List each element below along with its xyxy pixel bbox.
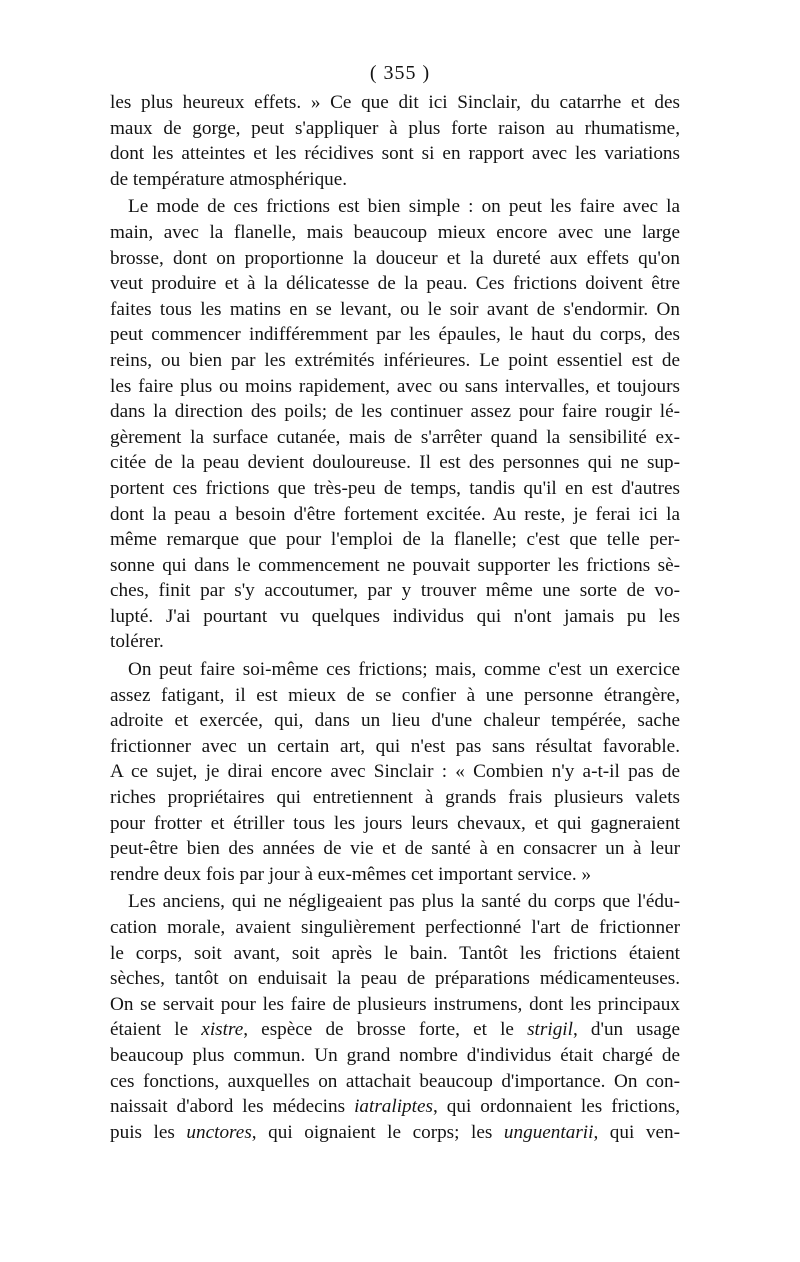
paragraph xyxy=(110,90,680,192)
text-line: assez fatigant, il est mieux de se confier à une personne étrangère, xyxy=(110,684,680,706)
text-line: dont les atteintes et les récidives sont si en rapport avec les variations xyxy=(110,143,680,165)
text-line: citée de la peau devient douloureuse. Il est des personnes qui ne sup- xyxy=(110,452,680,474)
text-line: cation morale, avaient singulièrement perfectionné l'art de frictionner xyxy=(110,917,680,938)
text-line: naissait d'abord les médecins iatraliptes, qui ordonnaient les frictions, xyxy=(110,1096,680,1118)
text-line: adroite et exercée, qui, dans un lieu d'une chaleur tempérée, sache xyxy=(110,710,680,732)
text-line: portent ces frictions que très-peu de temps, tandis qu'il en est d'autres xyxy=(110,477,680,499)
text-line: peut commencer indifféremment par les épaules, le haut du corps, des xyxy=(110,324,680,346)
text-line: dans la direction des poils; de les continuer assez pour faire rougir lé- xyxy=(110,401,680,423)
text-line: main, avec la flanelle, mais beaucoup mieux encore avec une large xyxy=(110,221,680,243)
text-line: Les anciens, qui ne négligeaient pas plus la santé du corps que l'édu- xyxy=(128,891,680,913)
text-line: brosse, dont on proportionne la douceur et la dureté aux effets qu'on xyxy=(110,247,680,269)
text-line: maux de gorge, peut s'appliquer à plus forte raison au rhumatisme, xyxy=(110,117,680,139)
text-line: le corps, soit avant, soit après le bain. Tantôt les frictions étaient xyxy=(110,942,680,964)
text-line: dont la peau a besoin d'être fortement excitée. Au reste, je ferai ici la xyxy=(110,503,680,525)
text-line: ces fonctions, auxquelles on attachait beaucoup d'importance. On con- xyxy=(110,1070,680,1092)
text-line: veut produire et à la délicatesse de la peau. Ces frictions doivent être xyxy=(110,273,680,295)
text-line: gèrement la surface cutanée, mais de s'arrêter quand la sensibilité ex- xyxy=(110,426,680,448)
text-line: tolérer. xyxy=(110,631,164,653)
text-line: puis les unctores, qui oignaient le corps; les unguentarii, qui ven- xyxy=(110,1121,680,1143)
text-line: A ce sujet, je dirai encore avec Sinclair : « Combien n'y a-t-il pas de xyxy=(110,761,680,783)
text-line: frictionner avec un certain art, qui n'est pas sans résultat favorable. xyxy=(110,735,680,757)
text-line: faites tous les matins en se levant, ou le soir avant de s'endormir. On xyxy=(110,298,680,320)
text-line: beaucoup plus commun. Un grand nombre d'individus était chargé de xyxy=(110,1044,680,1066)
text-line: les faire plus ou moins rapidement, avec ou sans intervalles, et toujours xyxy=(110,375,680,397)
text-line: sonne qui dans le commencement ne pouvait supporter les frictions sè- xyxy=(110,554,680,576)
text-line: les plus heureux effets. » Ce que dit ici Sinclair, du catarrhe et des xyxy=(110,92,680,113)
text-line: sèches, tantôt on enduisait la peau de préparations médicamenteuses. xyxy=(110,968,680,990)
text-line: reins, ou bien par les extrémités inférieures. Le point essentiel est de xyxy=(110,349,680,371)
paragraph xyxy=(110,194,680,655)
text-line: ches, finit par s'y accoutumer, par y trouver même une sorte de vo- xyxy=(110,580,680,602)
text-line: On se servait pour les faire de plusieurs instrumens, dont les principaux xyxy=(110,993,680,1015)
body-text xyxy=(110,90,680,1145)
text-line: de température atmosphérique. xyxy=(110,168,348,190)
text-line: Le mode de ces frictions est bien simple : on peut les faire avec la xyxy=(128,196,680,218)
page-number: ( 355 ) xyxy=(369,62,431,84)
text-line: On peut faire soi-même ces frictions; mais, comme c'est un exercice xyxy=(128,659,680,681)
text-line: même remarque que pour l'emploi de la flanelle; c'est que telle per- xyxy=(110,529,680,551)
text-line: riches propriétaires qui entretiennent à grands frais plusieurs valets xyxy=(110,787,680,809)
text-line: peut-être bien des années de vie et de santé à en consacrer un à leur xyxy=(110,838,680,860)
text-line: pour frotter et étriller tous les jours leurs chevaux, et qui gagneraient xyxy=(110,812,680,834)
text-line: étaient le xistre, espèce de brosse forte, et le strigil, d'un usage xyxy=(110,1019,680,1041)
text-line: rendre deux fois par jour à eux-mêmes cet important service. » xyxy=(110,863,592,885)
text-line: lupté. J'ai pourtant vu quelques individus qui n'ont jamais pu les xyxy=(110,605,680,627)
paragraph xyxy=(110,889,680,1145)
paragraph xyxy=(110,657,680,887)
